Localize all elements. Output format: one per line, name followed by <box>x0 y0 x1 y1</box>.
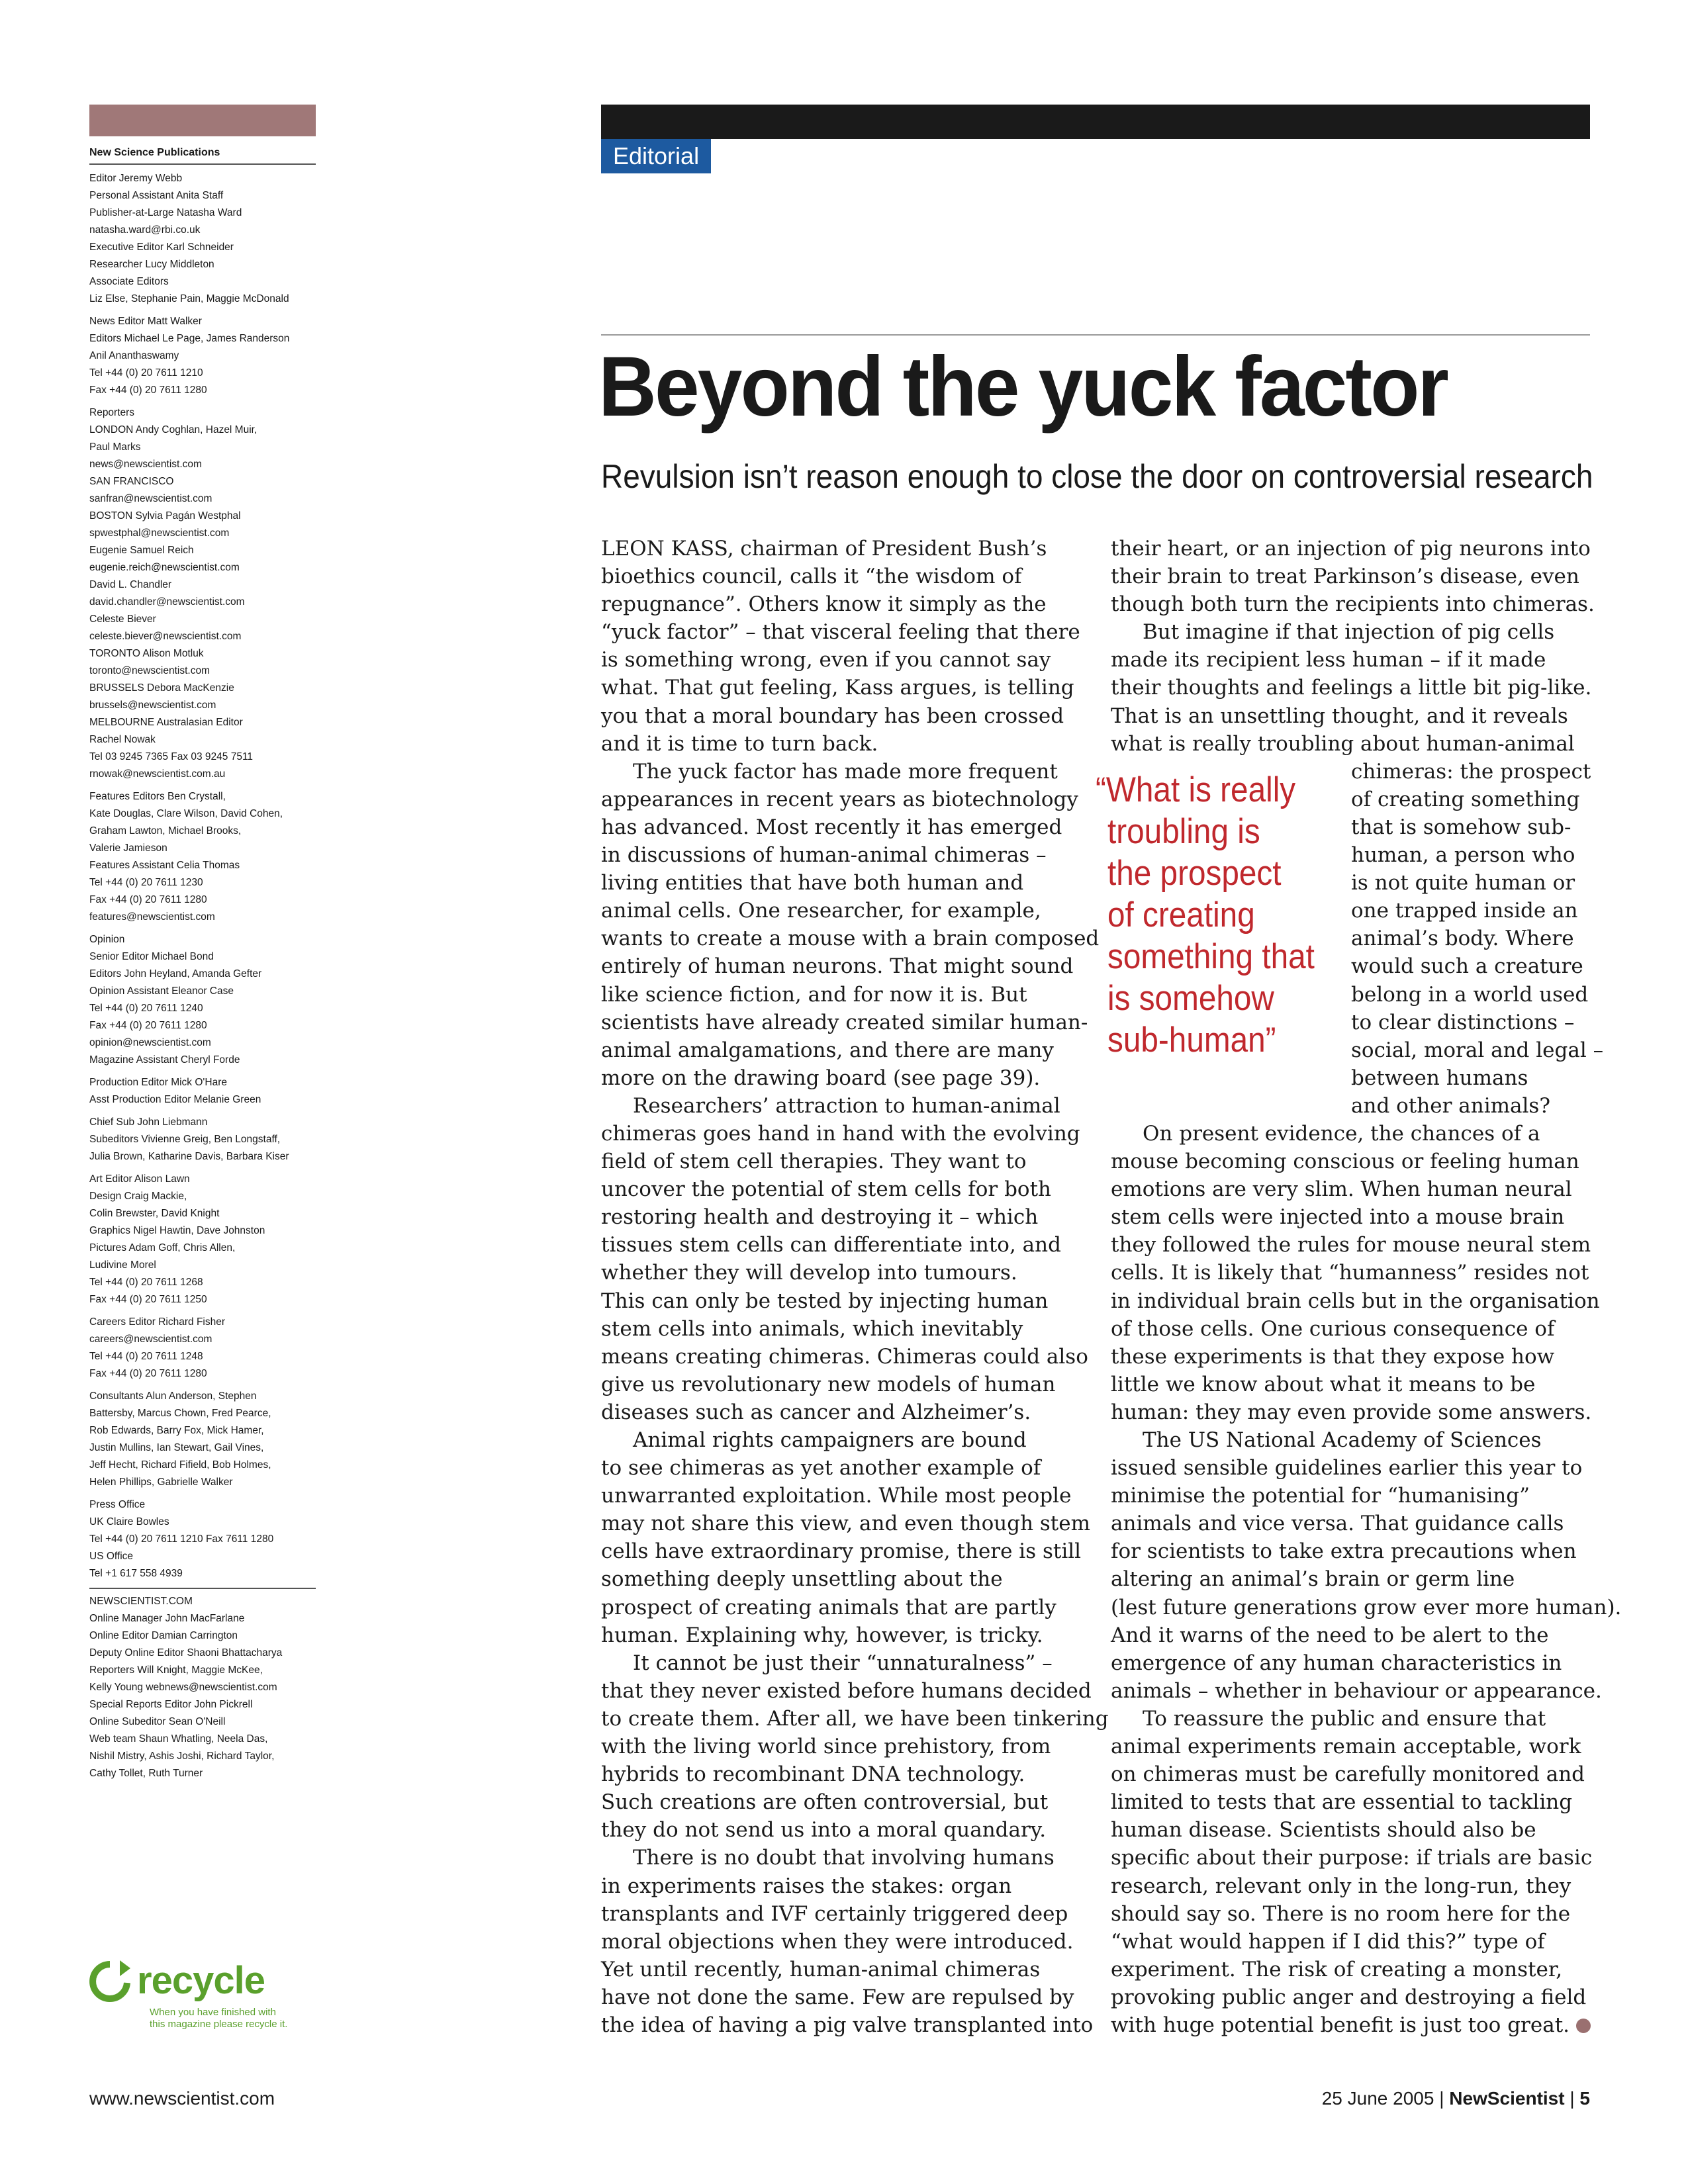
body-text-line: that they never existed before humans decided <box>601 1678 1092 1703</box>
masthead-group <box>89 170 316 308</box>
body-text-line: repugnance”. Others know it simply as the <box>601 592 1047 617</box>
masthead-line: careers@newscientist.com <box>89 1334 212 1345</box>
masthead-line: Tel +44 (0) 20 7611 1230 <box>89 877 203 888</box>
masthead-line: Anil Ananthaswamy <box>89 350 179 361</box>
masthead-line: Tel +44 (0) 20 7611 1268 <box>89 1277 203 1288</box>
body-text-line: To reassure the public and ensure that <box>1143 1706 1546 1731</box>
recycle-arrow-icon <box>87 1959 133 2003</box>
body-text-line: scientists have already created similar human- <box>601 1010 1088 1034</box>
body-text-line: cells have extraordinary promise, there is still <box>601 1539 1082 1564</box>
body-text-line: whether they will develop into tumours. <box>601 1261 1017 1285</box>
masthead-group <box>89 313 316 399</box>
masthead-line: Pictures Adam Goff, Chris Allen, <box>89 1242 236 1253</box>
masthead-line: Nishil Mistry, Ashis Joshi, Richard Taylor, <box>89 1751 275 1762</box>
masthead-line: Fax +44 (0) 20 7611 1280 <box>89 1368 207 1379</box>
body-text-line: what. That gut feeling, Kass argues, is telling <box>601 676 1074 700</box>
body-text-line: wants to create a mouse with a brain composed <box>601 927 1100 951</box>
body-text-line: prospect of creating animals that are partly <box>601 1595 1056 1619</box>
masthead-line: Editor Jeremy Webb <box>89 173 183 184</box>
masthead-group <box>89 788 316 926</box>
masthead-line: toronto@newscientist.com <box>89 665 211 676</box>
recycle-notice <box>87 1959 325 2030</box>
masthead-line: Web team Shaun Whatling, Neela Das, <box>89 1733 268 1745</box>
masthead-line: Online Manager John MacFarlane <box>89 1613 245 1624</box>
body-text-line: issued sensible guidelines earlier this year to <box>1111 1456 1583 1480</box>
masthead-line: Eugenie Samuel Reich <box>89 545 194 556</box>
masthead-line: Tel +44 (0) 20 7611 1248 <box>89 1351 203 1362</box>
masthead-line: Paul Marks <box>89 441 141 453</box>
body-text-line: hybrids to recombinant DNA technology. <box>601 1762 1025 1787</box>
pull-quote-line: troubling is <box>1107 812 1260 851</box>
masthead-line: Battersby, Marcus Chown, Fred Pearce, <box>89 1408 271 1419</box>
masthead-line: Rob Edwards, Barry Fox, Mick Hamer, <box>89 1425 264 1436</box>
masthead-line: Senior Editor Michael Bond <box>89 951 214 962</box>
body-text-line: restoring health and destroying it – which <box>601 1205 1039 1230</box>
body-text-line: And it warns of the need to be alert to the <box>1111 1623 1549 1647</box>
footer-separator: | <box>1439 2088 1450 2109</box>
pull-quote-line: “What is really <box>1096 770 1296 809</box>
masthead-line: LONDON Andy Coghlan, Hazel Muir, <box>89 424 258 435</box>
body-text-line: human disease. Scientists should also be <box>1111 1818 1536 1843</box>
masthead-staff-list <box>89 170 316 1782</box>
masthead-group <box>89 1496 316 1582</box>
masthead-line: SAN FRANCISCO <box>89 476 174 487</box>
body-text-line: of those cells. One curious consequence of <box>1111 1316 1555 1341</box>
masthead-line: BRUSSELS Debora MacKenzie <box>89 682 234 694</box>
body-text-line: that is somehow sub- <box>1351 815 1571 839</box>
body-text-line: and it is time to turn back. <box>601 731 878 756</box>
masthead-line: david.chandler@newscientist.com <box>89 596 245 608</box>
body-text-line: something deeply unsettling about the <box>601 1567 1003 1592</box>
pull-quote-line: is somehow <box>1107 979 1274 1018</box>
footer-url: www.newscientist.com <box>89 2088 275 2109</box>
masthead-line: Fax +44 (0) 20 7611 1280 <box>89 385 207 396</box>
body-text-line: entirely of human neurons. That might sound <box>601 954 1074 979</box>
masthead-line: Opinion Assistant Eleanor Case <box>89 985 234 997</box>
masthead-line: Opinion <box>89 934 125 945</box>
body-text-line: animal experiments remain acceptable, work <box>1111 1735 1581 1759</box>
body-text-line: they followed the rules for mouse neural stem <box>1111 1233 1591 1257</box>
masthead-line: rnowak@newscientist.com.au <box>89 768 226 780</box>
body-text-line: It cannot be just their “unnaturalness” – <box>633 1651 1053 1675</box>
masthead-line: Magazine Assistant Cheryl Forde <box>89 1054 240 1066</box>
body-text-line: On present evidence, the chances of a <box>1143 1121 1540 1146</box>
body-text-line: moral objections when they were introduced. <box>601 1929 1074 1954</box>
body-text-line: with the living world since prehistory, from <box>601 1735 1051 1759</box>
masthead-line: Production Editor Mick O'Hare <box>89 1077 227 1088</box>
masthead-line: news@newscientist.com <box>89 459 202 470</box>
masthead-group <box>89 1314 316 1383</box>
recycle-note-line: this magazine please recycle it. <box>150 2019 288 2030</box>
body-text-line: Researchers’ attraction to human-animal <box>633 1093 1060 1118</box>
body-text-line: give us revolutionary new models of human <box>601 1372 1056 1396</box>
masthead-line: Reporters Will Knight, Maggie McKee, <box>89 1664 263 1676</box>
body-text-line: bioethics council, calls it “the wisdom of <box>601 565 1022 589</box>
pull-quote-line: sub-human” <box>1107 1021 1276 1060</box>
body-text-line: is not quite human or <box>1351 871 1575 895</box>
masthead-line: Fax +44 (0) 20 7611 1250 <box>89 1294 207 1305</box>
masthead-line: Online Subeditor Sean O'Neill <box>89 1716 226 1727</box>
masthead-line: Careers Editor Richard Fisher <box>89 1316 226 1328</box>
body-text-line: Yet until recently, human-animal chimeras <box>601 1957 1041 1981</box>
masthead-line: BOSTON Sylvia Pagán Westphal <box>89 510 241 522</box>
masthead-line: Rachel Nowak <box>89 734 156 745</box>
body-text-line: “yuck factor” – that visceral feeling that there <box>601 620 1080 645</box>
masthead-color-bar <box>89 105 316 136</box>
headline: Beyond the yuck factor <box>598 340 1447 434</box>
masthead-line: Graham Lawton, Michael Brooks, <box>89 825 242 837</box>
body-text-line: have not done the same. Few are repulsed by <box>601 1985 1074 2009</box>
header-black-bar <box>601 105 1590 139</box>
masthead-line: Consultants Alun Anderson, Stephen <box>89 1390 257 1402</box>
masthead-line: features@newscientist.com <box>89 911 215 923</box>
body-text-line: has advanced. Most recently it has emerged <box>601 815 1062 839</box>
body-column-left <box>601 535 1109 2039</box>
masthead-line: Tel +1 617 558 4939 <box>89 1568 183 1579</box>
section-label: Editorial <box>601 139 711 173</box>
body-text-line: what is really troubling about human-animal <box>1111 731 1575 756</box>
masthead-sidebar <box>89 105 316 1782</box>
masthead-line: Jeff Hecht, Richard Fifield, Bob Holmes, <box>89 1459 271 1471</box>
masthead-line: Colin Brewster, David Knight <box>89 1208 220 1219</box>
masthead-line: Graphics Nigel Hawtin, Dave Johnston <box>89 1225 265 1236</box>
body-text-line: to create them. After all, we have been tinkering <box>601 1706 1109 1731</box>
body-text-line: mouse becoming conscious or feeling human <box>1111 1150 1579 1174</box>
body-text-line: Such creations are often controversial, but <box>601 1790 1049 1815</box>
body-text-line: these experiments is that they expose how <box>1111 1344 1555 1369</box>
body-text-line: to see chimeras as yet another example of <box>601 1456 1041 1480</box>
masthead-line: US Office <box>89 1551 134 1562</box>
masthead-line: Reporters <box>89 407 135 418</box>
masthead-line: Chief Sub John Liebmann <box>89 1116 208 1128</box>
masthead-line: eugenie.reich@newscientist.com <box>89 562 240 573</box>
masthead-line: celeste.biever@newscientist.com <box>89 631 242 642</box>
masthead-line: Associate Editors <box>89 276 169 287</box>
masthead-line: Personal Assistant Anita Staff <box>89 190 224 201</box>
masthead-line: Special Reports Editor John Pickrell <box>89 1699 253 1710</box>
masthead-line: Design Craig Mackie, <box>89 1191 187 1202</box>
body-text-line: they do not send us into a moral quandary. <box>601 1818 1047 1843</box>
body-text-line: their thoughts and feelings a little bit pig-like. <box>1111 676 1592 700</box>
masthead-line: Tel +44 (0) 20 7611 1210 Fax 7611 1280 <box>89 1533 274 1545</box>
masthead-line: UK Claire Bowles <box>89 1516 169 1527</box>
body-text-line: “what would happen if I did this?” type of <box>1111 1929 1545 1954</box>
body-text-line: chimeras goes hand in hand with the evolving <box>601 1121 1080 1146</box>
body-text-line: with huge potential benefit is just too great. <box>1111 2011 1590 2039</box>
body-text-line: cells. It is likely that “humanness” resides not <box>1111 1261 1589 1285</box>
recycle-note <box>150 2007 325 2030</box>
masthead-line: spwestphal@newscientist.com <box>89 527 230 539</box>
body-text-line: emotions are very slim. When human neural <box>1111 1177 1572 1202</box>
masthead-line: Tel 03 9245 7365 Fax 03 9245 7511 <box>89 751 254 762</box>
body-text-line: in discussions of human-animal chimeras – <box>601 843 1047 868</box>
footer-magazine: NewScientist <box>1449 2088 1565 2109</box>
body-text-line: the idea of having a pig valve transplanted into <box>601 2013 1094 2037</box>
body-text-line: their heart, or an injection of pig neurons into <box>1111 537 1591 561</box>
body-text-line: stem cells were injected into a mouse brain <box>1111 1205 1565 1230</box>
body-text-line: between humans <box>1351 1066 1528 1090</box>
masthead-line: Tel +44 (0) 20 7611 1240 <box>89 1003 203 1014</box>
body-text-line: should say so. There is no room here for the <box>1111 1901 1571 1926</box>
masthead-line: Liz Else, Stephanie Pain, Maggie McDonald <box>89 293 289 304</box>
masthead-group <box>89 931 316 1069</box>
body-text-line: made its recipient less human – if it made <box>1111 648 1546 672</box>
body-text-line: their brain to treat Parkinson’s disease, even <box>1111 565 1579 589</box>
pull-quote-line: something that <box>1107 937 1315 976</box>
body-text-line: on chimeras must be carefully monitored and <box>1111 1762 1585 1787</box>
masthead-line: Fax +44 (0) 20 7611 1280 <box>89 1020 207 1031</box>
body-text-line: unwarranted exploitation. While most people <box>601 1484 1072 1508</box>
body-text-line: would such a creature <box>1351 954 1583 979</box>
masthead-line: Subeditors Vivienne Greig, Ben Longstaff, <box>89 1134 281 1145</box>
body-text-line: though both turn the recipients into chimeras. <box>1111 592 1595 617</box>
body-text-line: to clear distinctions – <box>1351 1010 1575 1034</box>
body-text-line: LEON KASS, chairman of President Bush’s <box>601 537 1047 561</box>
masthead-line: Ludivine Morel <box>89 1259 156 1271</box>
body-text-line: appearances in recent years as biotechnology <box>601 787 1078 811</box>
masthead-line: Fax +44 (0) 20 7611 1280 <box>89 894 207 905</box>
body-text-line: animals and vice versa. That guidance calls <box>1111 1512 1564 1536</box>
body-text-line: chimeras: the prospect <box>1351 759 1591 784</box>
body-text-line: social, moral and legal – <box>1351 1038 1604 1062</box>
body-text-line: living entities that have both human and <box>601 871 1024 895</box>
page-number: 5 <box>1579 2088 1590 2109</box>
masthead-group <box>89 1588 316 1782</box>
masthead-line: Kelly Young webnews@newscientist.com <box>89 1682 277 1693</box>
masthead-line: Julia Brown, Katharine Davis, Barbara Kiser <box>89 1151 289 1162</box>
body-text-line: in individual brain cells but in the organisation <box>1111 1289 1600 1313</box>
body-text-line: like science fiction, and for now it is. But <box>601 982 1027 1007</box>
masthead-line: brussels@newscientist.com <box>89 700 216 711</box>
standfirst: Revulsion isn’t reason enough to close the door on controversial research <box>601 458 1593 495</box>
body-text-line: (lest future generations grow ever more human). <box>1111 1595 1622 1619</box>
masthead-line: Cathy Tollet, Ruth Turner <box>89 1768 203 1779</box>
body-text-line: animal’s body. Where <box>1351 927 1574 951</box>
footer-date: 25 June 2005 <box>1321 2088 1434 2109</box>
masthead-line: Editors John Heyland, Amanda Gefter <box>89 968 262 979</box>
masthead-line: Art Editor Alison Lawn <box>89 1173 190 1185</box>
pull-quote-line: the prospect <box>1107 854 1282 893</box>
recycle-logo-text: recycle <box>137 1959 265 2002</box>
body-text-line: stem cells into animals, which inevitably <box>601 1316 1023 1341</box>
recycle-note-line: When you have finished with <box>150 2007 276 2018</box>
body-text-line: That is an unsettling thought, and it reveals <box>1111 704 1568 728</box>
body-text-line: specific about their purpose: if trials are basic <box>1111 1846 1593 1870</box>
masthead-line: sanfran@newscientist.com <box>89 493 212 504</box>
masthead-group <box>89 1074 316 1109</box>
body-text-line: tissues stem cells can differentiate into, and <box>601 1233 1061 1257</box>
body-text-line: animal amalgamations, and there are many <box>601 1038 1054 1062</box>
masthead-group <box>89 404 316 783</box>
masthead-line: Valerie Jamieson <box>89 842 167 854</box>
body-text-line: uncover the potential of stem cells for both <box>601 1177 1052 1202</box>
masthead-line: Kate Douglas, Clare Wilson, David Cohen, <box>89 808 283 819</box>
masthead-line: Researcher Lucy Middleton <box>89 259 214 270</box>
body-text-line: The US National Academy of Sciences <box>1143 1428 1542 1452</box>
pull-quote-line: of creating <box>1107 895 1255 934</box>
masthead-line: Online Editor Damian Carrington <box>89 1630 238 1641</box>
body-text-line: human. Explaining why, however, is tricky. <box>601 1623 1043 1647</box>
body-text-line: more on the drawing board (see page 39). <box>601 1066 1041 1090</box>
body-text-line: for scientists to take extra precautions when <box>1111 1539 1577 1564</box>
body-text-line: Animal rights campaigners are bound <box>633 1428 1027 1452</box>
body-text-line: one trapped inside an <box>1351 899 1578 923</box>
body-text-line: field of stem cell therapies. They want to <box>601 1150 1027 1174</box>
masthead-line: Asst Production Editor Melanie Green <box>89 1094 261 1105</box>
footer-folio <box>1322 2088 1590 2109</box>
masthead-line: TORONTO Alison Motluk <box>89 648 204 659</box>
body-text-line: may not share this view, and even though stem <box>601 1512 1090 1536</box>
masthead-line: Press Office <box>89 1499 146 1510</box>
masthead-line: Executive Editor Karl Schneider <box>89 242 234 253</box>
body-text-line: in experiments raises the stakes: organ <box>601 1874 1012 1898</box>
body-text-line: means creating chimeras. Chimeras could also <box>601 1344 1088 1369</box>
body-text-line: is something wrong, even if you cannot say <box>601 648 1051 672</box>
masthead-group <box>89 1114 316 1165</box>
body-text-line: and other animals? <box>1351 1093 1550 1118</box>
body-text-line: animal cells. One researcher, for example, <box>601 899 1041 923</box>
body-text-line: belong in a world used <box>1351 982 1589 1007</box>
masthead-group <box>89 1171 316 1308</box>
body-text-line: limited to tests that are essential to tackling <box>1111 1790 1573 1815</box>
pull-quote <box>1096 769 1315 1061</box>
publisher-name: New Science Publications <box>89 144 316 165</box>
body-text-line: research, relevant only in the long-run, they <box>1111 1874 1571 1898</box>
masthead-line: David L. Chandler <box>89 579 172 590</box>
body-text-line: transplants and IVF certainly triggered deep <box>601 1901 1068 1926</box>
body-text-line: provoking public anger and destroying a field <box>1111 1985 1587 2009</box>
body-text-line: But imagine if that injection of pig cells <box>1143 620 1555 645</box>
masthead-line: Features Editors Ben Crystall, <box>89 791 226 802</box>
end-mark-icon <box>1576 2019 1591 2033</box>
footer-separator: | <box>1570 2088 1580 2109</box>
masthead-line: Features Assistant Celia Thomas <box>89 860 240 871</box>
body-text-line: experiment. The risk of creating a monster, <box>1111 1957 1563 1981</box>
body-text-line: of creating something <box>1351 787 1580 811</box>
masthead-line: Justin Mullins, Ian Stewart, Gail Vines, <box>89 1442 264 1453</box>
body-text-line: diseases such as cancer and Alzheimer’s. <box>601 1400 1031 1424</box>
masthead-group <box>89 1388 316 1491</box>
masthead-line: NEWSCIENTIST.COM <box>89 1596 193 1607</box>
body-text-line: minimise the potential for “humanising” <box>1111 1484 1530 1508</box>
body-text-line: This can only be tested by injecting human <box>601 1289 1049 1313</box>
body-text-line: animals – whether in behaviour or appearance. <box>1111 1678 1602 1703</box>
body-text-line: human: they may even provide some answers. <box>1111 1400 1592 1424</box>
body-text-line: you that a moral boundary has been crossed <box>601 704 1064 728</box>
body-text-line: The yuck factor has made more frequent <box>633 759 1058 784</box>
masthead-line: opinion@newscientist.com <box>89 1037 211 1048</box>
masthead-line: Tel +44 (0) 20 7611 1210 <box>89 367 203 379</box>
masthead-line: Celeste Biever <box>89 614 156 625</box>
masthead-line: Deputy Online Editor Shaoni Bhattacharya <box>89 1647 283 1659</box>
masthead-line: Editors Michael Le Page, James Randerson <box>89 333 290 344</box>
body-text-line: human, a person who <box>1351 843 1575 868</box>
masthead-line: Helen Phillips, Gabrielle Walker <box>89 1477 233 1488</box>
recycle-logo <box>87 1959 325 2003</box>
body-column-right <box>1111 535 1622 2039</box>
masthead-line: MELBOURNE Australasian Editor <box>89 717 243 728</box>
body-text-line: little we know about what it means to be <box>1111 1372 1536 1396</box>
body-text-line: altering an animal’s brain or germ line <box>1111 1567 1515 1592</box>
masthead-line: natasha.ward@rbi.co.uk <box>89 224 201 236</box>
masthead-line: Publisher-at-Large Natasha Ward <box>89 207 242 218</box>
body-text-line: emergence of any human characteristics in <box>1111 1651 1562 1675</box>
masthead-line: News Editor Matt Walker <box>89 316 202 327</box>
body-text-line: There is no doubt that involving humans <box>633 1846 1055 1870</box>
